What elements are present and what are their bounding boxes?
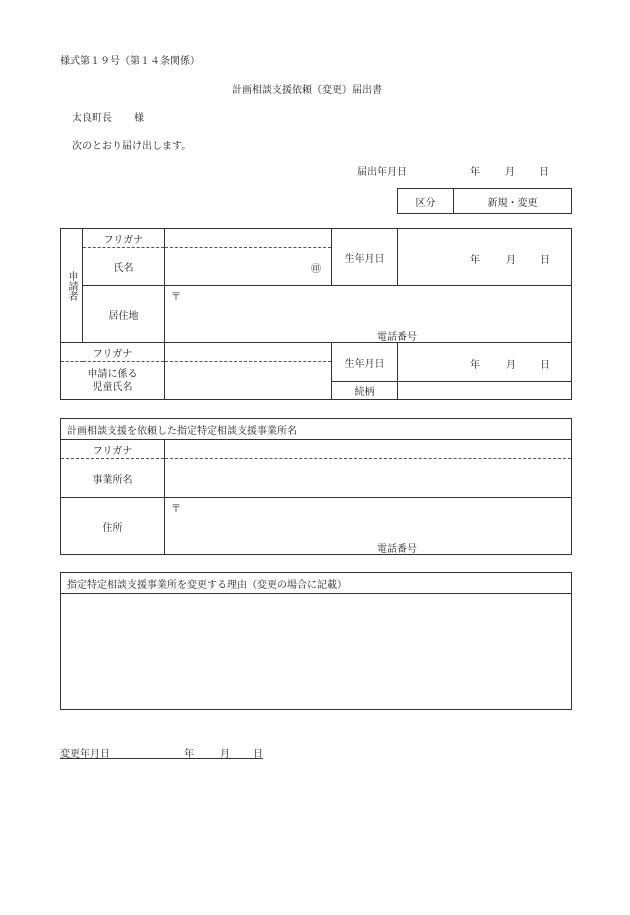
child-furigana-label: フリガナ [61,343,165,362]
applicant-name-input[interactable] [165,248,332,286]
category-value[interactable]: 新規・変更 [454,189,572,214]
child-birth-date[interactable] [398,343,572,382]
applicant-name-label: 氏名 [83,248,165,286]
child-relation-label: 続柄 [332,382,398,400]
office-table [60,418,572,555]
submission-month: 月 [505,167,515,178]
child-birth-label: 生年月日 [332,343,398,382]
change-date-month: 月 [220,749,230,760]
office-furigana-label: フリガナ [61,440,165,459]
intro-text: 次のとおり届け出します。 [72,141,192,152]
reason-header: 指定特定相談支援事業所を変更する理由（変更の場合に記載） [61,573,572,594]
applicant-birth-day: 日 [540,255,550,266]
child-name-line2: 児童氏名 [92,381,133,393]
applicant-birth-year: 年 [470,255,480,266]
child-birth-day: 日 [540,360,550,371]
submission-day: 日 [539,167,549,178]
category-table [397,188,572,214]
office-furigana-input[interactable] [165,440,572,459]
child-furigana-input[interactable] [165,343,332,362]
child-name-label [61,362,165,400]
submission-date-label: 届出年月日 [357,167,407,178]
child-birth-year: 年 [470,360,480,371]
submission-year: 年 [470,167,480,178]
form-number: 様式第１９号（第１４条関係） [60,56,200,67]
office-postal-mark: 〒 [171,504,181,515]
addressee [72,109,144,124]
applicant-group-label: 申請者 [61,229,83,343]
applicant-birth-label: 生年月日 [332,229,398,286]
office-name-label: 事業所名 [61,459,165,498]
child-name-line1: 申請に係る [87,368,138,380]
reason-input[interactable] [61,594,572,710]
office-header: 計画相談支援を依頼した指定特定相談支援事業所名 [61,419,572,440]
applicant-birth-month: 月 [506,255,516,266]
applicant-postal-mark: 〒 [171,292,181,303]
applicant-furigana-input[interactable] [165,229,332,248]
office-name-input[interactable] [165,459,572,498]
child-relation-input[interactable] [398,382,572,400]
office-address-label: 住所 [61,498,165,555]
change-date-label: 変更年月日 [60,749,110,760]
change-date-line[interactable] [60,745,263,759]
applicant-birth-date[interactable] [398,229,572,286]
category-label: 区分 [398,189,454,214]
office-address-input[interactable] [165,498,572,555]
seal-mark: ㊞ [311,264,321,275]
applicant-address-input[interactable] [165,286,572,343]
change-date-year: 年 [184,749,194,760]
page-title: 計画相談支援依頼（変更）届出書 [232,85,382,96]
applicant-furigana-label: フリガナ [83,229,165,248]
office-phone-label: 電話番号 [377,544,417,555]
applicant-phone-label: 電話番号 [377,332,417,343]
change-date-day: 日 [253,749,263,760]
addressee-name: 太良町長 [72,113,112,124]
addressee-honorific: 様 [134,113,144,124]
applicant-table [60,228,572,400]
child-name-input[interactable] [165,362,332,400]
child-birth-month: 月 [506,360,516,371]
applicant-address-label: 居住地 [83,286,165,343]
reason-table [60,572,572,710]
